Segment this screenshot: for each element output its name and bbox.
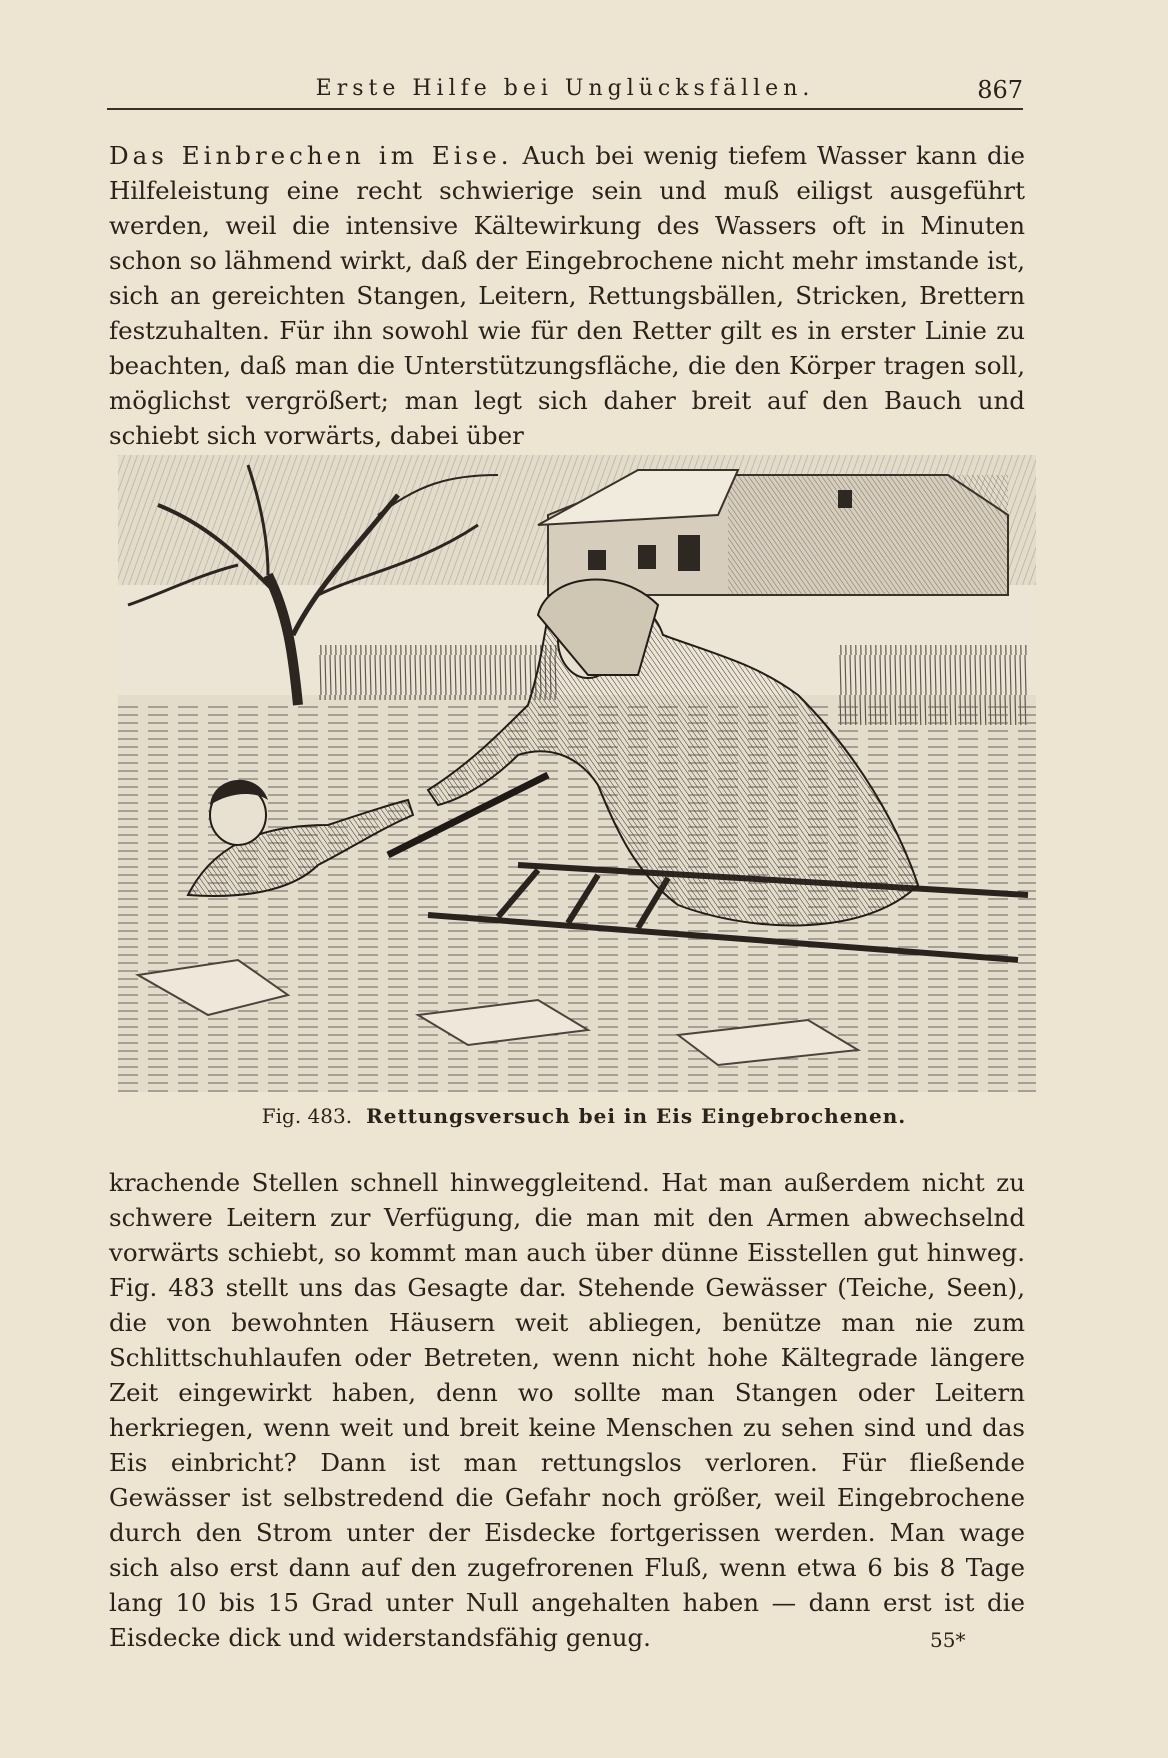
caption-number: Fig. 483. — [261, 1104, 353, 1128]
figure-caption — [0, 1104, 1168, 1128]
paragraph-lead: Das Einbrechen im Eise. — [109, 141, 513, 170]
printer-signature: 55* — [930, 1628, 966, 1652]
paragraph-body: Auch bei wenig tiefem Wasser kann die Hilfeleistung eine recht schwierige sein und muß eiligst ausgeführt werden, weil die intensive Kältewirkung des Wassers oft in Minuten schon so lähmend wirkt, daß der Eingebrochene nicht mehr imstande ist, sich an gereichten Stangen, Leitern, Rettungsbällen, Stricken, Brettern festzuhalten. Für ihn sowohl wie für den Retter gilt es in erster Linie zu beachten, daß man die Unterstützungsfläche, die den Körper tragen soll, möglichst vergrößert; man legt sich daher breit auf den Bauch und schiebt sich vorwärts, dabei über — [109, 141, 1025, 450]
engraving-image — [118, 455, 1036, 1092]
caption-title: Rettungsversuch bei in Eis Eingebrochenen. — [366, 1104, 907, 1128]
page-number: 867 — [977, 76, 1023, 104]
running-title: Erste Hilfe bei Unglücksfällen. — [315, 76, 815, 101]
farm-houses — [538, 470, 1008, 595]
rescue-illustration — [118, 455, 1036, 1092]
page-header — [107, 74, 1023, 110]
paragraph-ice-breaking — [109, 138, 1025, 453]
paragraph-ice-rescue-continued: krachende Stellen schnell hinweggleitend. Hat man außerdem nicht zu schwere Leitern zur Verfügung, die man mit den Armen abwechselnd vorwärts schiebt, so kommt man auch über dünne Eisstellen gut hinweg. Fig. 483 stellt uns das Gesagte dar. Stehende Gewässer (Teiche, Seen), die von bewohnten Häusern weit abliegen, benütze man nie zum Schlittschuhlaufen oder Betreten, wenn nicht hohe Kältegrade längere Zeit eingewirkt haben, denn wo sollte man Stangen oder Leitern herkriegen, wenn weit und breit keine Menschen zu sehen sind und das Eis einbricht? Dann ist man rettungslos verloren. Für fließende Gewässer ist selbstredend die Gefahr noch größer, weil Eingebrochene durch den Strom unter der Eisdecke fortgerissen werden. Man wage sich also erst dann auf den zugefrorenen Fluß, wenn etwa 6 bis 8 Tage lang 10 bis 15 Grad unter Null angehalten haben — dann erst ist die Eisdecke dick und widerstandsfähig genug. — [109, 1168, 1025, 1652]
